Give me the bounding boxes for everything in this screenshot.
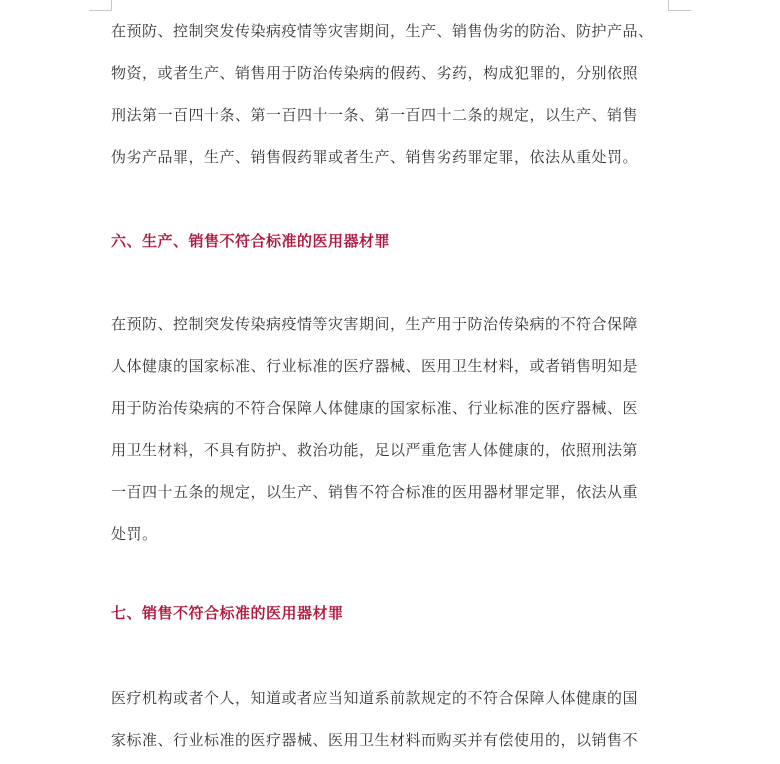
paragraph-line: 处罚。 (111, 525, 158, 543)
paragraph-line: 伪劣产品罪，生产、销售假药罪或者生产、销售劣药罪定罪，依法从重处罚。 (111, 148, 639, 166)
page-corner-mark-right (668, 0, 691, 11)
paragraph-line: 在预防、控制突发传染病疫情等灾害期间，生产、销售伪劣的防治、防护产品、 (111, 22, 654, 40)
paragraph-line: 在预防、控制突发传染病疫情等灾害期间，生产用于防治传染病的不符合保障 (111, 315, 639, 333)
page-corner-mark-left (89, 0, 112, 11)
paragraph-line: 用卫生材料，不具有防护、救治功能，足以严重危害人体健康的，依照刑法第 (111, 441, 639, 459)
paragraph-line: 用于防治传染病的不符合保障人体健康的国家标准、行业标准的医疗器械、医 (111, 399, 639, 417)
section-heading-6: 六、生产、销售不符合标准的医用器材罪 (111, 232, 391, 250)
paragraph-line: 家标准、行业标准的医疗器械、医用卫生材料而购买并有偿使用的，以销售不 (111, 731, 639, 749)
paragraph-line: 医疗机构或者个人，知道或者应当知道系前款规定的不符合保障人体健康的国 (111, 689, 639, 707)
section-heading-7: 七、销售不符合标准的医用器材罪 (111, 604, 344, 622)
paragraph-line: 人体健康的国家标准、行业标准的医疗器械、医用卫生材料，或者销售明知是 (111, 357, 639, 375)
paragraph-2 (111, 303, 671, 555)
paragraph-3 (111, 677, 671, 761)
paragraph-line: 物资，或者生产、销售用于防治传染病的假药、劣药，构成犯罪的，分别依照 (111, 64, 639, 82)
paragraph-1 (111, 10, 671, 178)
paragraph-line: 刑法第一百四十条、第一百四十一条、第一百四十二条的规定，以生产、销售 (111, 106, 639, 124)
paragraph-line: 一百四十五条的规定，以生产、销售不符合标准的医用器材罪定罪，依法从重 (111, 483, 639, 501)
